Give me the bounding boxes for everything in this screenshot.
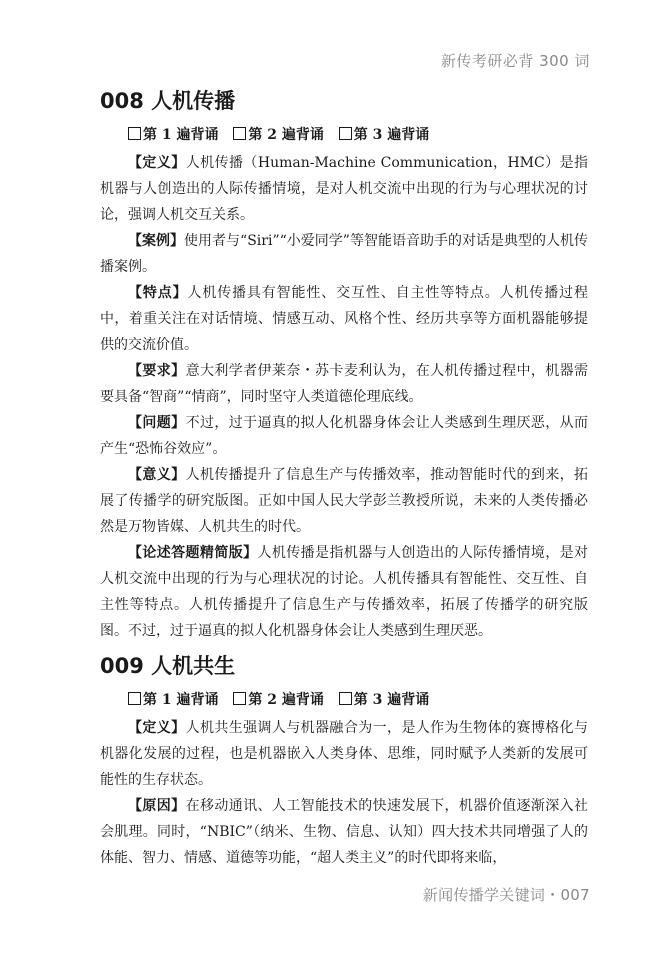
checkbox-icon[interactable] [128, 127, 141, 140]
problems-paragraph: 【问题】不过，过于逼真的拟人化机器身体会让人类感到生理厌恶，从而产生“恐怖谷效应”。 [100, 415, 589, 457]
definition-paragraph: 【定义】人机共生强调人与机器融合为一，是人作为生物体的赛博格化与机器化发展的过程，也是机器嵌入人类身体、思维，同时赋予人类新的发展可能性的生存状态。 [100, 720, 589, 788]
entry-heading: 009 人机共生 [100, 654, 236, 678]
recitation-check-2[interactable]: 第 2 遍背诵 [233, 127, 324, 143]
entry-heading: 008 人机传播 [100, 89, 236, 113]
definition-paragraph: 【定义】人机传播（Human-Machine Communication，HMC）是指机器与人创造出的人际传播情境，是对人机交流中出现的行为与心理状况的讨论，强调人机交互关系。 [100, 155, 588, 223]
entry-009 [100, 651, 588, 871]
entry-008 [100, 86, 588, 644]
checkbox-icon[interactable] [233, 127, 246, 140]
case-paragraph: 【案例】使用者与“Siri”“小爱同学”等智能语音助手的对话是典型的人机传播案例。 [100, 233, 589, 275]
checkbox-icon[interactable] [339, 692, 352, 705]
recitation-checklist [128, 124, 588, 146]
features-paragraph: 【特点】人机传播具有智能性、交互性、自主性等特点。人机传播过程中，着重关注在对话情境、情感互动、风格个性、经历共享等方面机器能够提供的交流价值。 [100, 285, 589, 353]
cause-paragraph: 【原因】在移动通讯、人工智能技术的快速发展下，机器价值逐渐深入社会肌理。同时，“NBIC”（纳米、生物、信息、认知）四大技术共同增强了人的体能、智力、情感、道德等功能，“超人类主义”的时代即将来临， [100, 798, 589, 866]
running-header: 新传考研必背 300 词 [440, 52, 590, 70]
checkbox-icon[interactable] [233, 692, 246, 705]
recitation-check-2[interactable]: 第 2 遍背诵 [233, 692, 324, 708]
recitation-check-1[interactable]: 第 1 遍背诵 [128, 692, 219, 708]
checkbox-icon[interactable] [339, 127, 352, 140]
checkbox-icon[interactable] [128, 692, 141, 705]
requirements-paragraph: 【要求】意大利学者伊莱奈・苏卡麦利认为，在人机传播过程中，机器需要具备“智商”“情商”，同时坚守人类道德伦理底线。 [100, 363, 589, 405]
recitation-checklist [128, 689, 588, 711]
recitation-check-3[interactable]: 第 3 遍背诵 [339, 692, 430, 708]
recitation-check-1[interactable]: 第 1 遍背诵 [128, 127, 219, 143]
running-footer: 新闻传播学关键词・007 [422, 886, 590, 904]
recitation-check-3[interactable]: 第 3 遍背诵 [339, 127, 430, 143]
significance-paragraph: 【意义】人机传播提升了信息生产与传播效率，推动智能时代的到来，拓展了传播学的研究版图。正如中国人民大学彭兰教授所说，未来的人类传播必然是万物皆媒、人机共生的时代。 [100, 467, 589, 535]
essay-summary-paragraph: 【论述答题精简版】人机传播是指机器与人创造出的人际传播情境，是对人机交流中出现的行为与心理状况的讨论。人机传播具有智能性、交互性、自主性等特点。人机传播提升了信息生产与传播效率，拓展了传播学的研究版图。不过，过于逼真的拟人化机器身体会让人类感到生理厌恶。 [100, 545, 588, 639]
